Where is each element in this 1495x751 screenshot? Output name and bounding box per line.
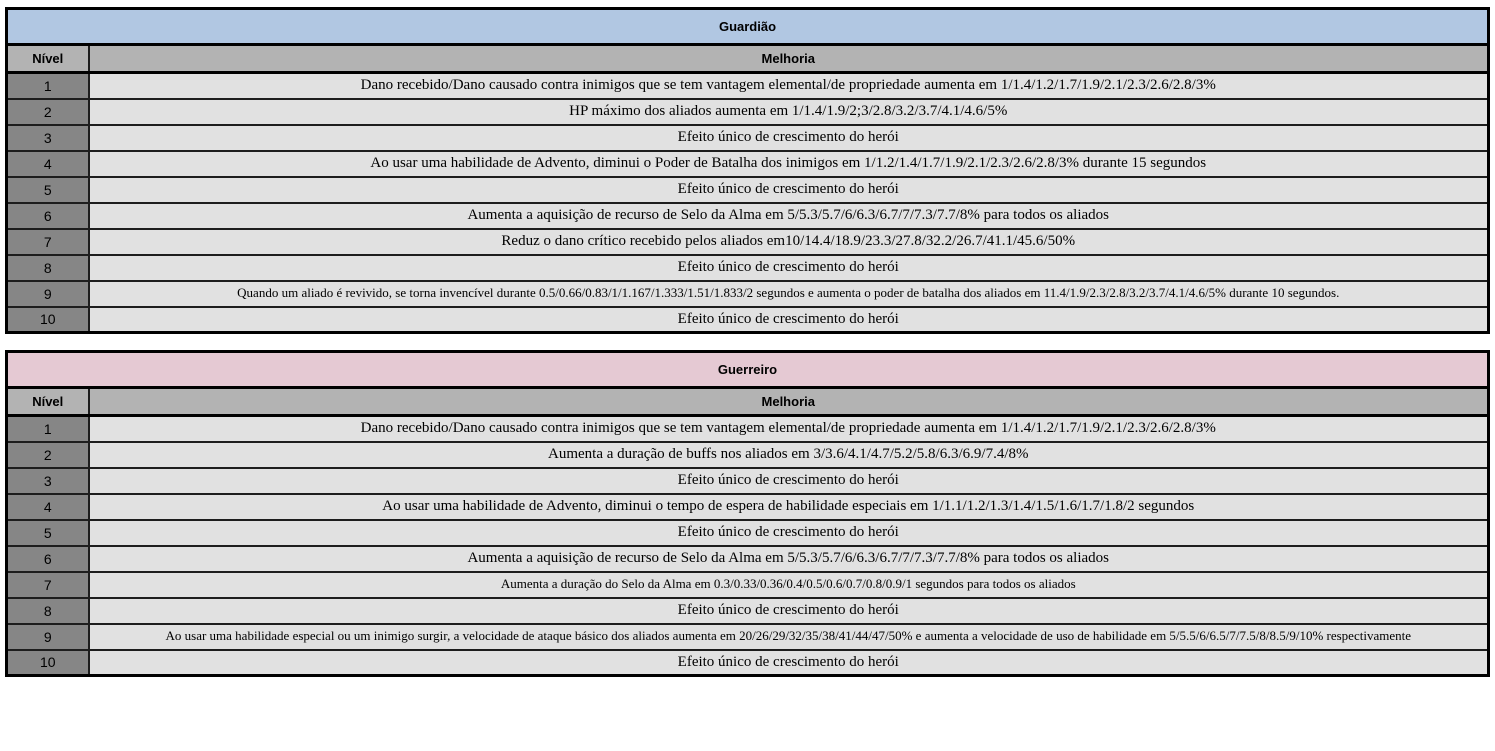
improvement-cell: Quando um aliado é revivido, se torna invencível durante 0.5/0.66/0.83/1/1.167/1.333/1.51/1.833/2 segundos e aumenta o poder de batalha dos aliados em 11.4/1.9/2.3/2.8/3.2/3.7/4.1/4.6/5% durante 10 segundos. bbox=[89, 281, 1489, 307]
table-title: Guardião bbox=[7, 9, 1489, 45]
column-header-level: Nível bbox=[7, 45, 89, 73]
level-cell: 3 bbox=[7, 125, 89, 151]
table-row bbox=[7, 151, 1489, 177]
level-cell: 5 bbox=[7, 177, 89, 203]
level-cell: 2 bbox=[7, 99, 89, 125]
improvement-cell: HP máximo dos aliados aumenta em 1/1.4/1.9/2;3/2.8/3.2/3.7/4.1/4.6/5% bbox=[89, 99, 1489, 125]
level-cell: 6 bbox=[7, 203, 89, 229]
level-cell: 9 bbox=[7, 624, 89, 650]
table-title: Guerreiro bbox=[7, 352, 1489, 388]
table-row bbox=[7, 177, 1489, 203]
improvement-cell: Efeito único de crescimento do herói bbox=[89, 177, 1489, 203]
table-row bbox=[7, 99, 1489, 125]
improvement-cell: Reduz o dano crítico recebido pelos aliados em10/14.4/18.9/23.3/27.8/32.2/26.7/41.1/45.6/50% bbox=[89, 229, 1489, 255]
level-cell: 3 bbox=[7, 468, 89, 494]
improvement-cell: Efeito único de crescimento do herói bbox=[89, 255, 1489, 281]
improvement-cell: Ao usar uma habilidade especial ou um inimigo surgir, a velocidade de ataque básico dos aliados aumenta em 20/26/29/32/35/38/41/44/47/50% e aumenta a velocidade de uso de habilidade em 5/5.5/6/6.5/7/7.5/8/8.5/9/10% respectivamente bbox=[89, 624, 1489, 650]
table-row bbox=[7, 572, 1489, 598]
level-cell: 8 bbox=[7, 255, 89, 281]
table-row bbox=[7, 229, 1489, 255]
improvement-cell: Efeito único de crescimento do herói bbox=[89, 520, 1489, 546]
improvement-cell: Ao usar uma habilidade de Advento, diminui o Poder de Batalha dos inimigos em 1/1.2/1.4/1.7/1.9/2.1/2.3/2.6/2.8/3% durante 15 segundos bbox=[89, 151, 1489, 177]
column-header-row bbox=[7, 388, 1489, 416]
improvement-cell: Efeito único de crescimento do herói bbox=[89, 468, 1489, 494]
improvement-cell: Dano recebido/Dano causado contra inimigos que se tem vantagem elemental/de propriedade aumenta em 1/1.4/1.2/1.7/1.9/2.1/2.3/2.6/2.8/3% bbox=[89, 416, 1489, 442]
table-row bbox=[7, 494, 1489, 520]
column-header-improvement: Melhoria bbox=[89, 388, 1489, 416]
column-header-row bbox=[7, 45, 1489, 73]
table-row bbox=[7, 442, 1489, 468]
table-row bbox=[7, 624, 1489, 650]
level-cell: 4 bbox=[7, 151, 89, 177]
level-cell: 7 bbox=[7, 572, 89, 598]
table-row bbox=[7, 203, 1489, 229]
table-row bbox=[7, 307, 1489, 333]
table-row bbox=[7, 520, 1489, 546]
improvement-cell: Efeito único de crescimento do herói bbox=[89, 307, 1489, 333]
table-title-row bbox=[7, 352, 1489, 388]
improvement-cell: Aumenta a aquisição de recurso de Selo da Alma em 5/5.3/5.7/6/6.3/6.7/7/7.3/7.7/8% para todos os aliados bbox=[89, 203, 1489, 229]
level-cell: 1 bbox=[7, 416, 89, 442]
level-cell: 1 bbox=[7, 73, 89, 99]
table-row bbox=[7, 416, 1489, 442]
level-cell: 10 bbox=[7, 650, 89, 676]
table-row bbox=[7, 598, 1489, 624]
improvement-cell: Ao usar uma habilidade de Advento, diminui o tempo de espera de habilidade especiais em 1/1.1/1.2/1.3/1.4/1.5/1.6/1.7/1.8/2 segundos bbox=[89, 494, 1489, 520]
level-cell: 9 bbox=[7, 281, 89, 307]
table-row bbox=[7, 650, 1489, 676]
improvement-cell: Dano recebido/Dano causado contra inimigos que se tem vantagem elemental/de propriedade aumenta em 1/1.4/1.2/1.7/1.9/2.1/2.3/2.6/2.8/3% bbox=[89, 73, 1489, 99]
table-row bbox=[7, 255, 1489, 281]
table-title-row bbox=[7, 9, 1489, 45]
table-row bbox=[7, 125, 1489, 151]
table-row bbox=[7, 468, 1489, 494]
level-cell: 8 bbox=[7, 598, 89, 624]
level-cell: 7 bbox=[7, 229, 89, 255]
table-row bbox=[7, 73, 1489, 99]
table-guerreiro bbox=[5, 350, 1490, 677]
guardiao-table bbox=[5, 7, 1490, 334]
improvement-cell: Efeito único de crescimento do herói bbox=[89, 598, 1489, 624]
improvement-cell: Aumenta a duração do Selo da Alma em 0.3/0.33/0.36/0.4/0.5/0.6/0.7/0.8/0.9/1 segundos para todos os aliados bbox=[89, 572, 1489, 598]
table-row bbox=[7, 281, 1489, 307]
column-header-level: Nível bbox=[7, 388, 89, 416]
level-cell: 2 bbox=[7, 442, 89, 468]
table-guardiao bbox=[5, 7, 1490, 334]
level-cell: 10 bbox=[7, 307, 89, 333]
improvement-cell: Aumenta a aquisição de recurso de Selo da Alma em 5/5.3/5.7/6/6.3/6.7/7/7.3/7.7/8% para todos os aliados bbox=[89, 546, 1489, 572]
column-header-improvement: Melhoria bbox=[89, 45, 1489, 73]
level-cell: 5 bbox=[7, 520, 89, 546]
improvement-cell: Aumenta a duração de buffs nos aliados em 3/3.6/4.1/4.7/5.2/5.8/6.3/6.9/7.4/8% bbox=[89, 442, 1489, 468]
guerreiro-table bbox=[5, 350, 1490, 677]
level-cell: 6 bbox=[7, 546, 89, 572]
improvement-cell: Efeito único de crescimento do herói bbox=[89, 650, 1489, 676]
level-cell: 4 bbox=[7, 494, 89, 520]
improvement-cell: Efeito único de crescimento do herói bbox=[89, 125, 1489, 151]
table-row bbox=[7, 546, 1489, 572]
